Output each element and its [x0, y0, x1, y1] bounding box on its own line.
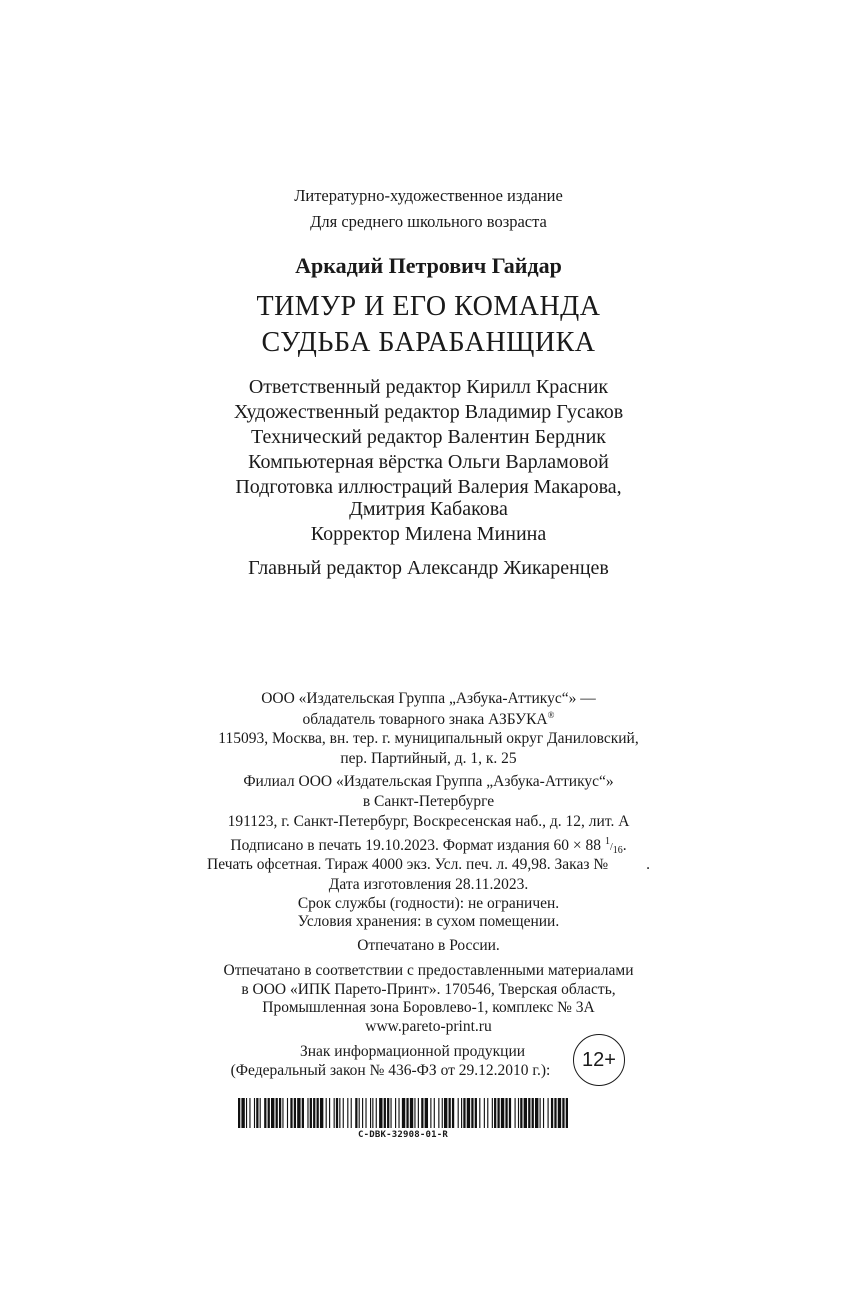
printer-line: в ООО «ИПК Парето-Принт». 170546, Тверская область, — [241, 981, 616, 998]
credit-line: Художественный редактор Владимир Гусаков — [233, 401, 624, 423]
barcode-bar — [452, 1098, 454, 1128]
barcode-bar — [379, 1098, 382, 1128]
branch-line: Филиал ООО «Издательская Группа „Азбука-Аттикус“» — [243, 773, 614, 790]
barcode-bar — [313, 1098, 315, 1128]
print-info-line: Дата изготовления 28.11.2023. — [328, 876, 529, 893]
publisher-line: ООО «Издательская Группа „Азбука-Аттикус“» — — [261, 690, 596, 707]
printer-line: Промышленная зона Боровлево-1, комплекс № 3А — [262, 999, 595, 1016]
barcode-bar — [398, 1098, 399, 1128]
barcode-bar — [343, 1098, 344, 1128]
age-group: Для среднего школьного возраста — [310, 212, 547, 231]
printer-website: www.pareto-print.ru — [365, 1018, 492, 1035]
barcode-bar — [548, 1098, 549, 1128]
barcode-bar — [505, 1098, 507, 1128]
barcode-bar — [362, 1098, 363, 1128]
barcode-bar — [558, 1098, 561, 1128]
barcode-bar — [414, 1098, 415, 1128]
barcode-bar — [238, 1098, 240, 1128]
barcode-bar — [320, 1098, 323, 1128]
barcode-bar — [359, 1098, 360, 1128]
branch-line: в Санкт-Петербурге — [362, 793, 495, 810]
barcode-bar — [475, 1098, 477, 1128]
barcode-bar — [355, 1098, 357, 1128]
printer-line: Отпечатано в соответствии с предоставленными материалами — [223, 962, 634, 979]
print-info-line: Подписано в печать 19.10.2023. Формат издания 60 × 88 1/16. — [230, 836, 627, 856]
barcode-bar — [347, 1098, 348, 1128]
barcode-bar — [256, 1098, 258, 1128]
barcode-bar — [471, 1098, 473, 1128]
format-fraction: 1/16 — [604, 836, 623, 856]
publisher-line: обладатель товарного знака АЗБУКА® — [302, 710, 555, 728]
barcode-bar — [444, 1098, 447, 1128]
barcode-bar — [524, 1098, 527, 1128]
branch-line: 191123, г. Санкт-Петербург, Воскресенская наб., д. 12, лит. А — [227, 813, 630, 830]
barcode-bar — [290, 1098, 292, 1128]
barcode-bar — [418, 1098, 419, 1128]
barcode-bar — [528, 1098, 530, 1128]
barcode-bar — [260, 1098, 261, 1128]
barcode-bar — [461, 1098, 462, 1128]
barcode-bar — [566, 1098, 568, 1128]
credit-line: Дмитрия Кабакова — [349, 498, 508, 520]
barcode-bar — [268, 1098, 270, 1128]
barcode-bar — [302, 1098, 304, 1128]
barcode-bar — [329, 1098, 330, 1128]
barcode-bar — [402, 1098, 405, 1128]
barcode-bar — [370, 1098, 371, 1128]
barcode-bar — [562, 1098, 564, 1128]
barcode-bar — [307, 1098, 308, 1128]
barcode-bar — [390, 1098, 391, 1128]
barcode-bar — [317, 1098, 319, 1128]
book-title-2: СУДЬБА БАРАБАНЩИКА — [261, 327, 596, 358]
barcode-bar — [543, 1098, 544, 1128]
barcode-bar — [421, 1098, 423, 1128]
credit-line: Технический редактор Валентин Бердник — [251, 426, 606, 448]
barcode-bar — [518, 1098, 519, 1128]
barcode-bar — [509, 1098, 511, 1128]
barcode-bar — [425, 1098, 428, 1128]
barcode-bar — [487, 1098, 488, 1128]
age-mark-law: (Федеральный закон № 436-ФЗ от 29.12.2010 г.): — [230, 1062, 551, 1079]
credit-line: Ответственный редактор Кирилл Красник — [248, 376, 609, 398]
barcode-bar — [276, 1098, 278, 1128]
barcode-bar — [294, 1098, 296, 1128]
barcode-bar — [334, 1098, 335, 1128]
printed-in: Отпечатано в России. — [357, 937, 500, 954]
barcode-bar — [372, 1098, 373, 1128]
author-name: Аркадий Петрович Гайдар — [295, 253, 562, 278]
barcode-bar — [249, 1098, 250, 1128]
registered-mark: ® — [547, 710, 555, 720]
barcode-bar — [297, 1098, 300, 1128]
print-info-line: Условия хранения: в сухом помещении. — [297, 913, 560, 930]
barcode-bar — [339, 1098, 340, 1128]
print-info-line: Срок службы (годности): не ограничен. — [297, 895, 560, 912]
barcode-bar — [438, 1098, 439, 1128]
chief-editor: Главный редактор Александр Жикаренцев — [248, 557, 609, 579]
barcode-bar — [282, 1098, 283, 1128]
barcode-bar — [387, 1098, 389, 1128]
barcode-bar — [479, 1098, 480, 1128]
barcode-bar — [501, 1098, 504, 1128]
barcode-bar — [520, 1098, 522, 1128]
barcode-bar — [365, 1098, 366, 1128]
credit-line: Корректор Милена Минина — [310, 523, 547, 545]
barcode-bar — [384, 1098, 386, 1128]
barcode-bar — [532, 1098, 534, 1128]
barcode-bar — [494, 1098, 496, 1128]
edition-type: Литературно-художественное издание — [294, 186, 563, 205]
barcode-bar — [279, 1098, 281, 1128]
barcode-bar — [241, 1098, 244, 1128]
barcode-bar — [463, 1098, 465, 1128]
barcode-bar — [271, 1098, 274, 1128]
barcode-bar — [264, 1098, 266, 1128]
barcode-bar — [515, 1098, 516, 1128]
barcode-bar — [484, 1098, 485, 1128]
age-rating-badge: 12+ — [573, 1034, 625, 1086]
barcode-bar — [551, 1098, 553, 1128]
barcode-bar — [336, 1098, 338, 1128]
barcode-bar — [351, 1098, 352, 1128]
barcode-bar — [395, 1098, 396, 1128]
credit-line: Компьютерная вёрстка Ольги Варламовой — [248, 451, 609, 473]
barcode-bar — [287, 1098, 288, 1128]
barcode-bar — [449, 1098, 451, 1128]
barcode-bar — [535, 1098, 538, 1128]
barcode-bar — [467, 1098, 470, 1128]
barcode-bar — [540, 1098, 541, 1128]
barcode-bar — [410, 1098, 413, 1128]
barcode — [238, 1098, 568, 1128]
barcode-bar — [430, 1098, 431, 1128]
publisher-line: 115093, Москва, вн. тер. г. муниципальный округ Даниловский, — [218, 730, 639, 747]
barcode-bar — [254, 1098, 255, 1128]
barcode-bar — [554, 1098, 556, 1128]
publisher-line: пер. Партийный, д. 1, к. 25 — [340, 750, 517, 767]
book-title-1: ТИМУР И ЕГО КОМАНДА — [256, 291, 601, 322]
barcode-bar — [310, 1098, 312, 1128]
barcode-bar — [497, 1098, 499, 1128]
barcode-bar — [492, 1098, 493, 1128]
age-mark-label: Знак информационной продукции — [299, 1043, 526, 1060]
barcode-bar — [434, 1098, 435, 1128]
barcode-bar — [458, 1098, 459, 1128]
barcode-bar — [442, 1098, 443, 1128]
barcode-bar — [406, 1098, 408, 1128]
barcode-bar — [376, 1098, 377, 1128]
print-info-line: Печать офсетная. Тираж 4000 экз. Усл. печ. л. 49,98. Заказ № . — [207, 856, 650, 873]
barcode-caption: C-DBK-32908-01-R — [358, 1130, 448, 1140]
credit-line: Подготовка иллюстраций Валерия Макарова, — [235, 476, 622, 498]
barcode-bar — [326, 1098, 327, 1128]
barcode-bar — [246, 1098, 247, 1128]
